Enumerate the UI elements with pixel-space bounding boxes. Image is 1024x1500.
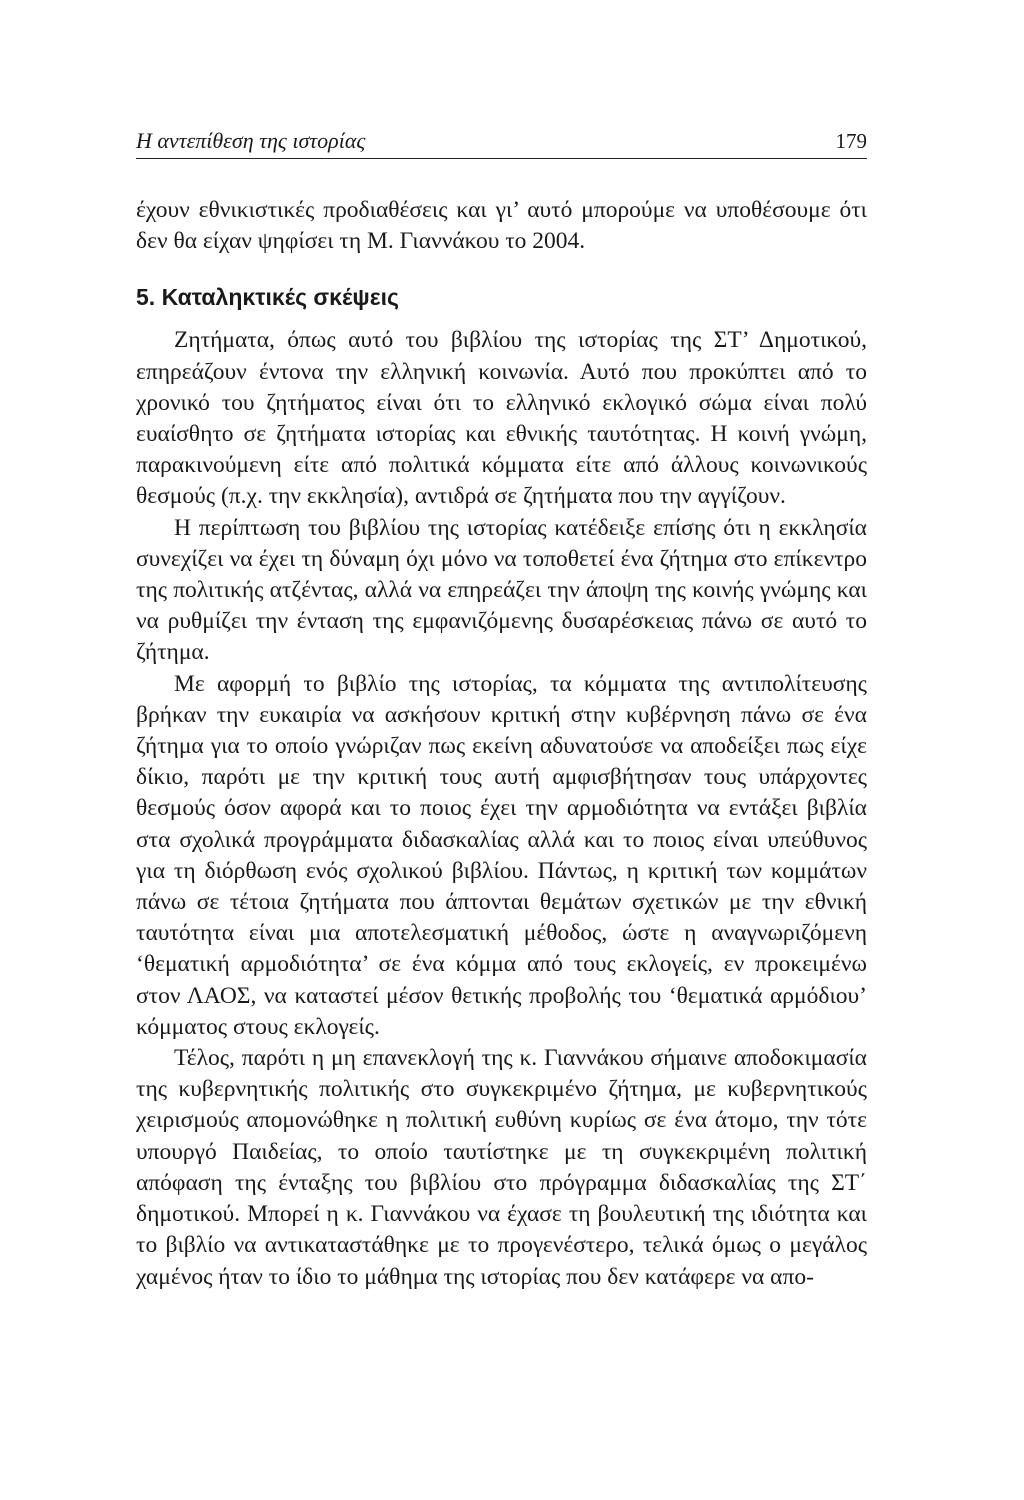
body-text (136, 195, 867, 1293)
paragraph-continuation: έχουν εθνικιστικές προδιαθέσεις και γι’ αυτό μπορούμε να υποθέσουμε ότι δεν θα είχαν ψηφίσει τη Μ. Γιαννάκου το 2004. (136, 197, 867, 255)
paragraph: Τέλος, παρότι η μη επανεκλογή της κ. Γιαννάκου σήμαινε αποδοκιμασία της κυβερνητικής πολιτικής στο συγκεκριμένο ζήτημα, με κυβερνητικούς χειρισμούς απομονώθηκε η πολιτική ευθύνη κυρίως σε ένα άτομο, την τότε υπουργό Παιδείας, το οποίο ταυτίστηκε με τη συγκεκριμένη πολιτική απόφαση της ένταξης του βιβλίου στο πρόγραμμα διδασκαλίας της ΣΤ΄ δημοτικού. Μπορεί η κ. Γιαννάκου να έχασε τη βουλευτική της ιδιότητα και το βιβλίο να αντικαταστάθηκε με το προγενέστερο, τελικά όμως ο μεγάλος χαμένος ήταν το ίδιο το μάθημα της ιστορίας που δεν κατάφερε να απο- (136, 1045, 867, 1290)
page-number: 179 (835, 129, 867, 153)
paragraph: Ζητήματα, όπως αυτό του βιβλίου της ιστορίας της ΣΤ’ Δημοτικού, επηρεάζουν έντονα την ελληνική κοινωνία. Αυτό που προκύπτει από το χρονικό του ζητήματος είναι ότι το ελληνικό εκλογικό σώμα είναι πολύ ευαίσθητο σε ζητήματα ιστορίας και εθνικής ταυτότητας. Η κοινή γνώμη, παρακινούμενη είτε από πολιτικά κόμματα είτε από άλλους κοινωνικούς θεσμούς (π.χ. την εκκλησία), αντιδρά σε ζητήματα που την αγγίζουν. (136, 327, 867, 510)
paragraph: Με αφορμή το βιβλίο της ιστορίας, τα κόμματα της αντιπολίτευσης βρήκαν την ευκαιρία να ασκήσουν κριτική στην κυβέρνηση πάνω σε ένα ζήτημα για το οποίο γνώριζαν πως εκείνη αδυνατούσε να αποδείξει πως είχε δίκιο, παρότι με την κριτική τους αυτή αμφισβήτησαν τους υπάρχοντες θεσμούς όσον αφορά και το ποιος έχει την αρμοδιότητα να εντάξει βιβλία στα σχολικά προγράμματα διδασκαλίας αλλά και το ποιος είναι υπεύθυνος για τη διόρθωση ενός σχολικού βιβλίου. Πάντως, η κριτική των κομμάτων πάνω σε τέτοια ζητήματα που άπτονται θεμάτων σχετικών με την εθνική ταυτότητα είναι μια αποτελεσματική μέθοδος, ώστε η αναγνωριζόμενη ‘θεματική αρμοδιότητα’ σε ένα κόμμα από τους εκλογείς, εν προκειμένω στον ΛΑΟΣ, να καταστεί μέσον θετικής προβολής του ‘θεματικά αρμόδιου’ κόμματος στους εκλογείς. (136, 670, 867, 1040)
paragraph: Η περίπτωση του βιβλίου της ιστορίας κατέδειξε επίσης ότι η εκκλησία συνεχίζει να έχει τη δύναμη όχι μόνο να τοποθετεί ένα ζήτημα στο επίκεντρο της πολιτικής ατζέντας, αλλά να επηρεάζει την άποψη της κοινής γνώμης και να ρυθμίζει την ένταση της εμφανιζόμενης δυσαρέσκειας πάνω σε αυτό το ζήτημα. (136, 514, 867, 666)
book-page (136, 128, 867, 1293)
section-heading: 5. Καταληκτικές σκέψεις (136, 284, 399, 311)
running-header (136, 128, 867, 159)
running-title: Η αντεπίθεση της ιστορίας (136, 128, 366, 153)
